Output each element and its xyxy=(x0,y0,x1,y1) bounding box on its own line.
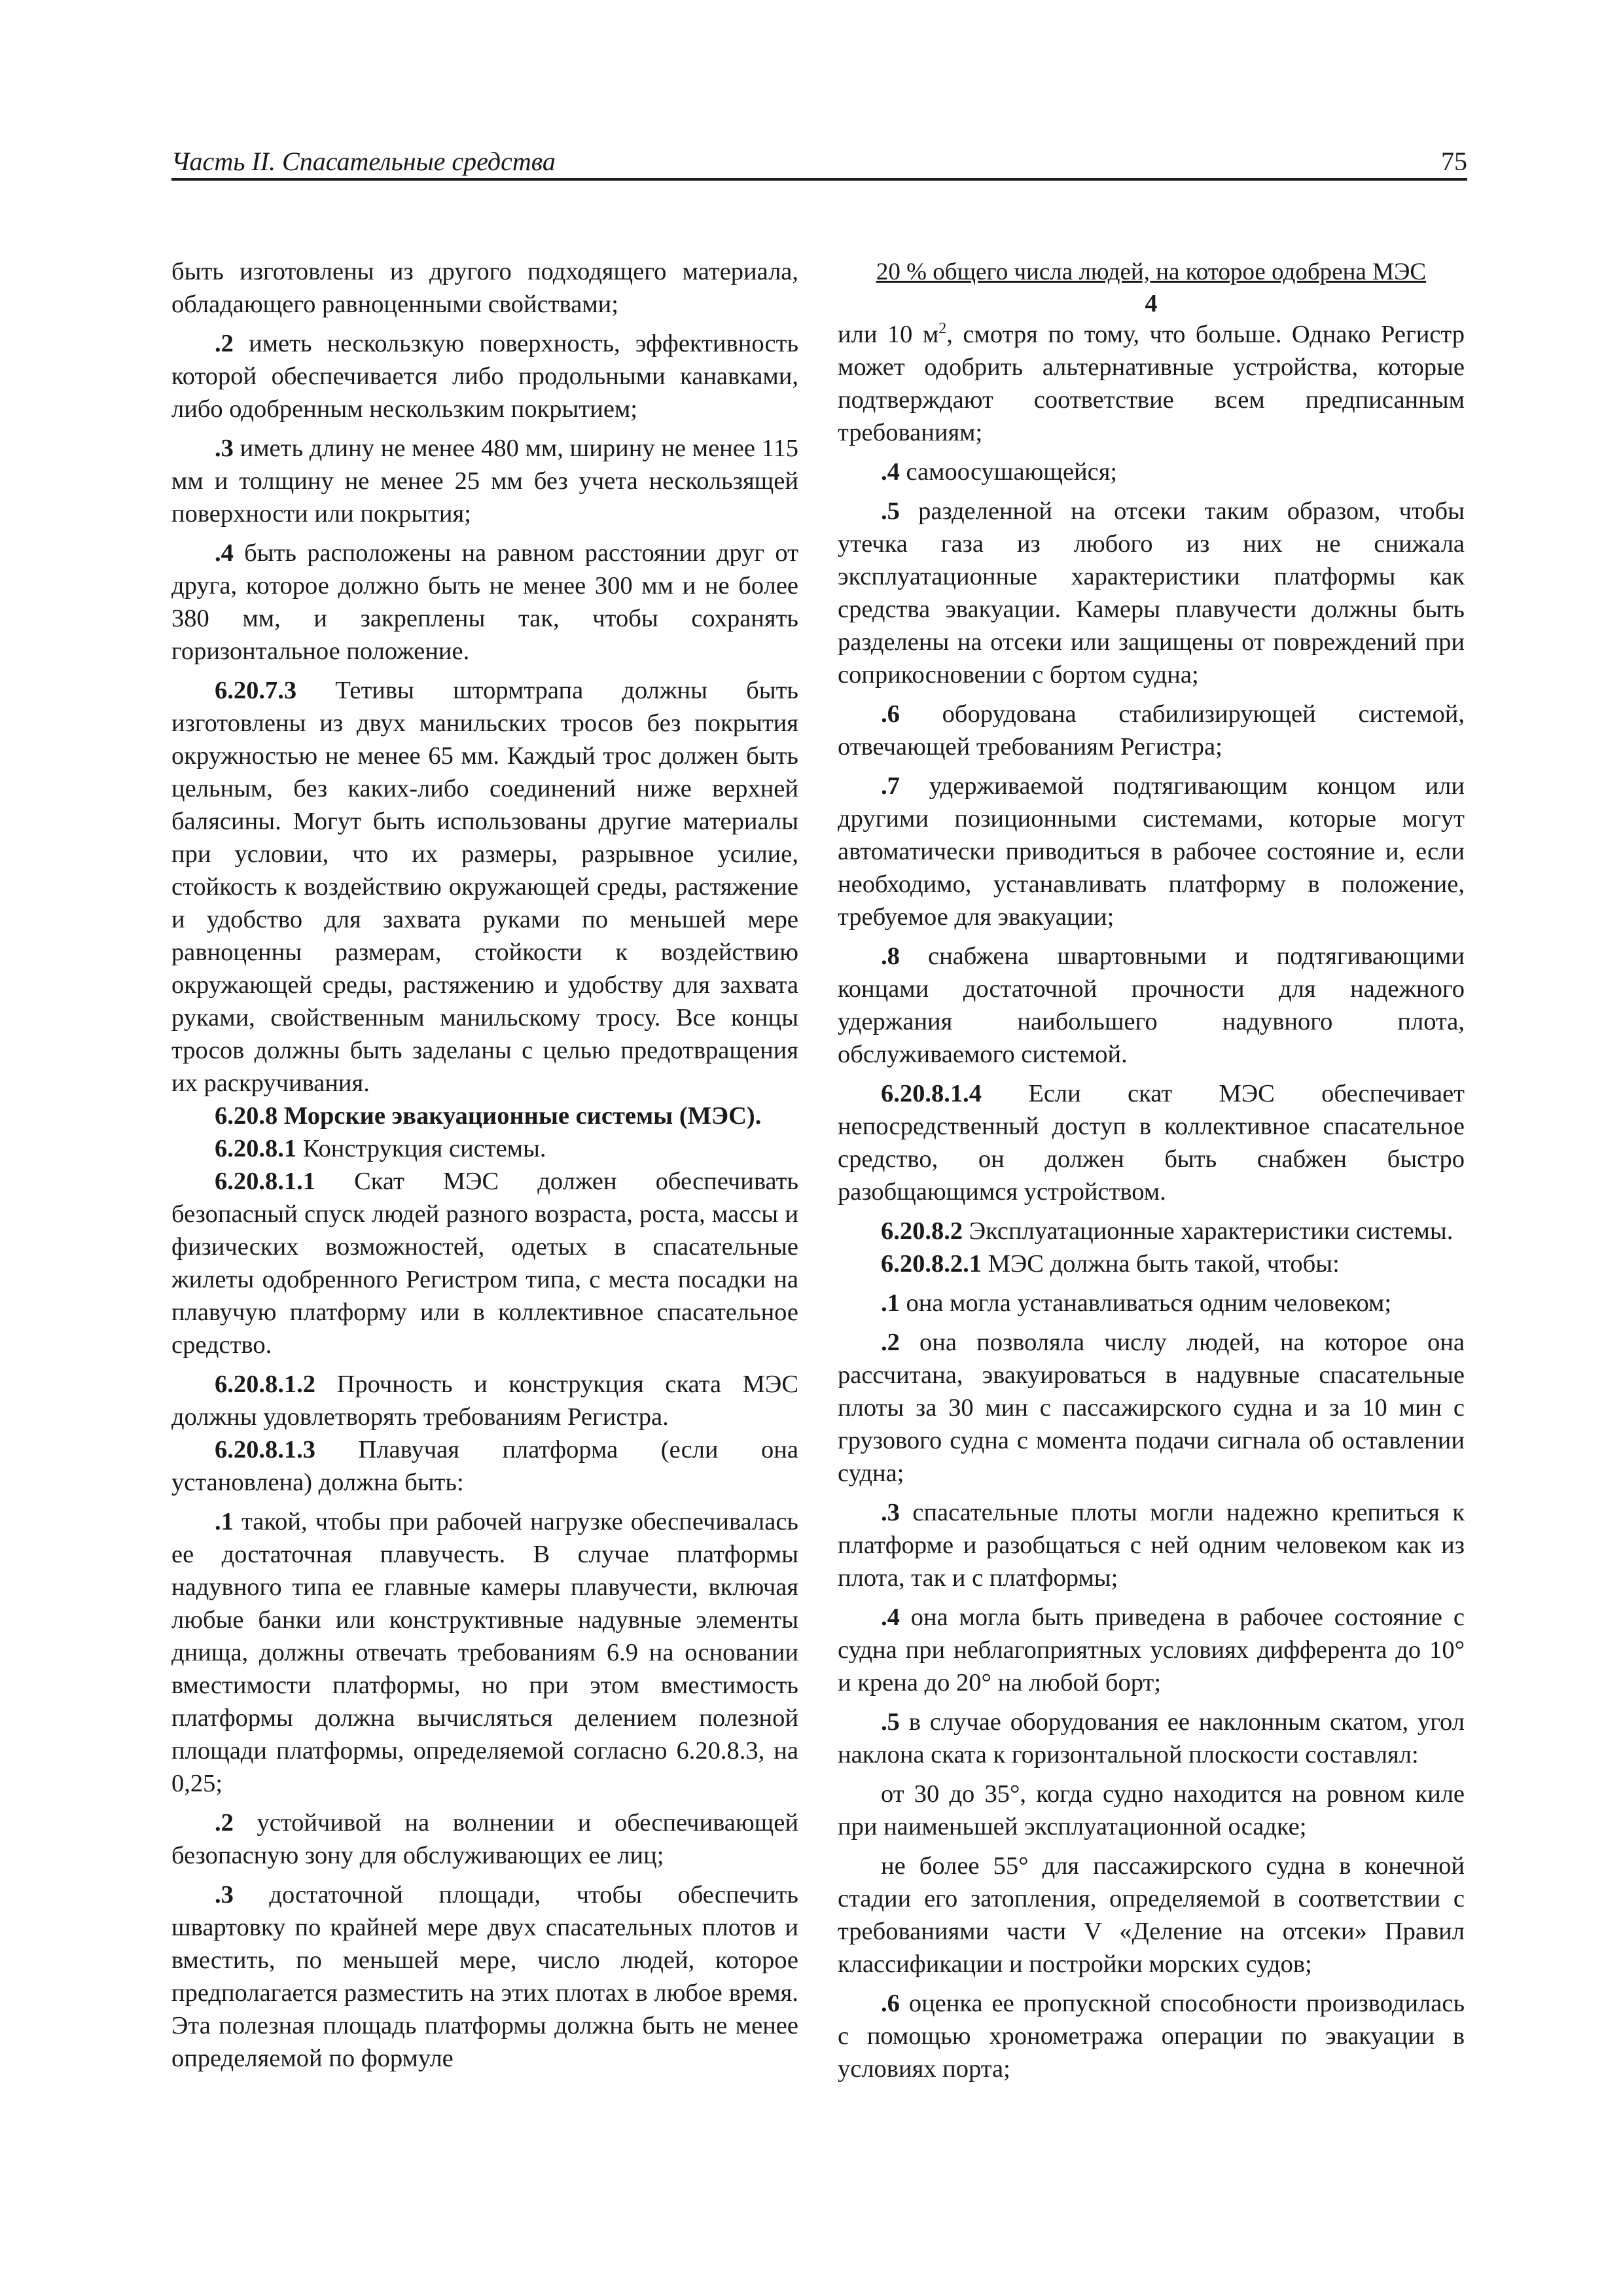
list-item: .2 устойчивой на волнении и обеспечивающей безопасную зону для обслуживающих ее лиц; xyxy=(171,1809,798,1869)
page-header xyxy=(171,145,1467,178)
paragraph: не более 55° для пассажирского судна в конечной стадии его затопления, определяемой в соответствии с требованиями части V «Деление на отсеки» Правил классификации и постройки морских судов; xyxy=(838,1852,1465,1978)
list-item: .7 удерживаемой подтягивающим концом или другими позиционными системами, которые могут автоматически приводиться в рабочее состояние и, если необходимо, устанавливать платформу в положение, требуемое для эвакуации; xyxy=(838,772,1465,931)
list-item: .4 самоосушающейся; xyxy=(881,458,1118,486)
page-number: 75 xyxy=(1441,147,1467,176)
section-paragraph: 6.20.8.1.2 Прочность и конструкция ската МЭС должны удовлетворять требованиям Регистра. xyxy=(171,1371,798,1431)
section-paragraph: 6.20.8.1.3 Плавучая платформа (если она установлена) должна быть: xyxy=(171,1436,798,1496)
list-item: .1 такой, чтобы при рабочей нагрузке обеспечивалась ее достаточная плавучесть. В случае платформы надувного типа ее главные камеры плавучести, включая любые банки или конструктивные надувные элементы днища, должны отвечать требованиям 6.9 на основании вместимости платформы, но при этом вместимость платформы должна вычисляться делением полезной площади платформы, определяемой согласно 6.20.8.3, на 0,25; xyxy=(171,1508,798,1797)
section-paragraph: 6.20.8.1.1 Скат МЭС должен обеспечивать безопасный спуск людей разного возраста, роста, массы и физических возможностей, одетых в спасательные жилеты одобренного Регистром типа, с места посадки на плавучую платформу или в коллективное спасательное средство. xyxy=(171,1168,798,1359)
left-column xyxy=(171,255,798,2075)
subsection-heading: 6.20.8.1 Конструкция системы. xyxy=(215,1135,546,1162)
list-item: .8 снабжена швартовными и подтягивающими концами достаточной прочности для надежного удержания наибольшего надувного плота, обслуживаемого системой. xyxy=(838,942,1465,1068)
paragraph: от 30 до 35°, когда судно находится на ровном киле при наименьшей эксплуатационной осадке; xyxy=(838,1780,1465,1840)
section-paragraph: 6.20.8.2.1 МЭС должна быть такой, чтобы: xyxy=(881,1250,1340,1278)
list-item: .6 оборудована стабилизирующей системой, отвечающей требованиям Регистра; xyxy=(838,700,1465,761)
section-paragraph: 6.20.7.3 Тетивы штормтрапа должны быть изготовлены из двух манильских тросов без покрытия окружностью не менее 65 мм. Каждый трос должен быть цельным, без каких-либо соединений ниже верхней балясины. Могут быть использованы другие материалы при условии, что их размеры, разрывное усилие, стойкость к воздействию окружающей среды, растяжение и удобство для захвата руками по меньшей мере равноценны размерам, стойкости к воздействию окружающей среды, растяжению и удобству для захвата руками, свойственным манильскому тросу. Все концы тросов должны быть заделаны с целью предотвращения их раскручивания. xyxy=(171,677,798,1097)
header-rule xyxy=(171,178,1467,181)
list-item: .3 спасательные плоты могли надежно крепиться к платформе и разобщаться с ней одним человеком как из плота, так и с платформы; xyxy=(838,1499,1465,1592)
formula-denominator: 4 xyxy=(1145,290,1158,317)
subsection-heading: 6.20.8.2 Эксплуатационные характеристики системы. xyxy=(881,1217,1454,1245)
list-item: .4 быть расположены на равном расстоянии друг от друга, которое должно быть не менее 300 мм и не более 380 мм, и закреплены так, чтобы сохранять горизонтальное положение. xyxy=(171,539,798,665)
formula-numerator: 20 % общего числа людей, на которое одобрена МЭС xyxy=(876,259,1427,285)
running-title: Часть II. Спасательные средства xyxy=(171,147,556,176)
list-item: .3 достаточной площади, чтобы обеспечить швартовку по крайней мере двух спасательных плотов и вместить, по меньшей мере, число людей, которое предполагается разместить на этих плотах в любое время. Эта полезная площадь платформы должна быть не менее определяемой по формуле xyxy=(171,1881,798,2072)
list-item: .6 оценка ее пропускной способности производилась с помощью хронометража операции по эвакуации в условиях порта; xyxy=(838,1990,1465,2083)
list-item: .3 иметь длину не менее 480 мм, ширину не менее 115 мм и толщину не менее 25 мм без учета нескользящей поверхности или покрытия; xyxy=(171,435,798,528)
list-item: .5 в случае оборудования ее наклонным скатом, угол наклона ската к горизонтальной плоскости составлял: xyxy=(838,1708,1465,1768)
list-item: .2 она позволяла числу людей, на которое она рассчитана, эвакуироваться в надувные спасательные плоты за 30 мин с пассажирского судна и за 10 мин с грузового судна с момента подачи сигнала об оставлении судна; xyxy=(838,1329,1465,1487)
list-item: .5 разделенной на отсеки таким образом, чтобы утечка газа из любого из них не снижала эксплуатационные характеристики платформы как средства эвакуации. Камеры плавучести должны быть разделены на отсеки или защищены от повреждений при соприкосновении с бортом судна; xyxy=(838,497,1465,689)
list-item: .2 иметь нескользкую поверхность, эффективность которой обеспечивается либо продольными канавками, либо одобренным нескользким покрытием; xyxy=(171,330,798,423)
list-item: .4 она могла быть приведена в рабочее состояние с судна при неблагоприятных условиях дифферента до 10° и крена до 20° на любой борт; xyxy=(838,1604,1465,1696)
paragraph: быть изготовлены из другого подходящего материала, обладающего равноценными свойствами; xyxy=(171,258,798,318)
area-formula xyxy=(838,255,1465,318)
right-column xyxy=(838,255,1465,2085)
list-item: .1 она могла устанавливаться одним человеком; xyxy=(881,1289,1392,1317)
section-paragraph: 6.20.8.1.4 Если скат МЭС обеспечивает непосредственный доступ в коллективное спасательное средство, он должен быть снабжен быстро разобщающимся устройством. xyxy=(838,1080,1465,1206)
section-heading: 6.20.8 Морские эвакуационные системы (МЭС). xyxy=(215,1102,762,1130)
paragraph: или 10 $м^2$, смотря по тому, что больше. Однако Регистр может одобрить альтернативные устройства, которые подтверждают соответствие всем предписанным требованиям; xyxy=(838,320,1465,446)
